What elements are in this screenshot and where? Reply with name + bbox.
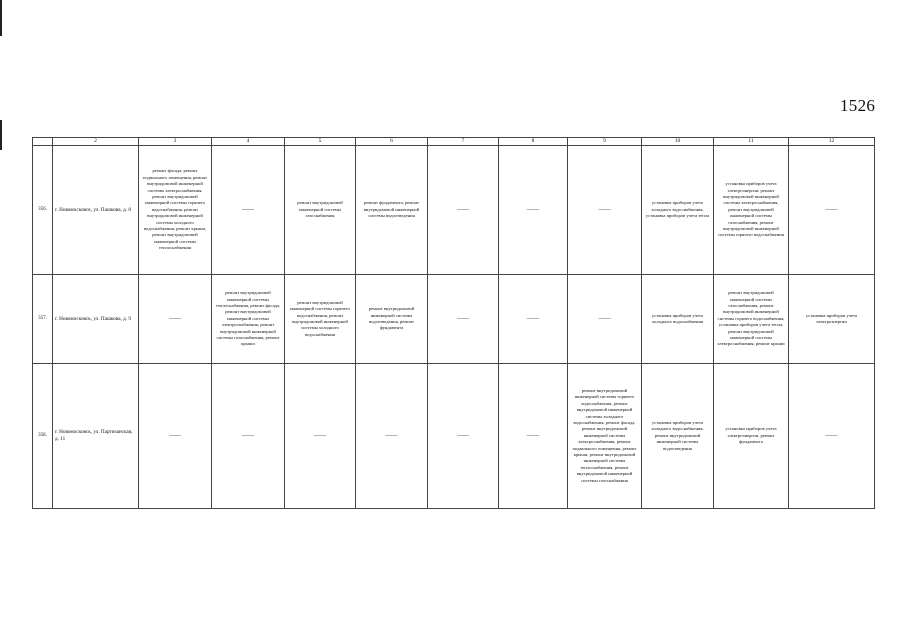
column-number: 4 <box>212 138 285 146</box>
dash-mark: —— <box>527 315 539 322</box>
empty-cell <box>499 146 568 275</box>
column-number <box>33 138 53 146</box>
dash-mark: —— <box>169 432 181 439</box>
table-row <box>33 364 875 509</box>
address-cell: г. Новомосковск, ул. Пашкова, д. 8 <box>53 146 139 275</box>
address-cell: г. Новомосковск, ул. Пашкова, д. 9 <box>53 275 139 364</box>
column-number-row <box>33 138 875 146</box>
row-number: 356. <box>33 146 53 275</box>
empty-cell <box>568 275 642 364</box>
dash-mark: —— <box>598 315 611 322</box>
work-cell: ремонт внутридомовой инженерной системы горячего водоснабжения, ремонт внутридомовой инженерной системы холодного водоснабжения, ремонт фасада, ремонт внутридомовой инженерной системы электроснабжения, ремонт подвального помещения, ремонт крыши, ремонт внутридомовой инженерной системы теплоснабжения, ремонт внутридомовой инженерной системы газоснабжения <box>568 364 642 509</box>
work-cell: установка приборов учета электроэнергии, ремонт фундамента <box>714 364 789 509</box>
address-cell: г. Новомосковск, ул. Партизанская, д. 11 <box>53 364 139 509</box>
work-cell: ремонт внутридомовой инженерной системы горячего водоснабжения, ремонт внутридомовой инженерной системы холодного водоснабжения <box>285 275 356 364</box>
empty-cell <box>212 146 285 275</box>
empty-cell <box>789 146 875 275</box>
column-number: 8 <box>499 138 568 146</box>
column-number: 10 <box>642 138 714 146</box>
dash-mark: —— <box>169 315 181 322</box>
empty-cell <box>285 364 356 509</box>
dash-mark: —— <box>527 432 539 439</box>
empty-cell <box>428 146 499 275</box>
column-number: 3 <box>139 138 212 146</box>
dash-mark: —— <box>457 206 469 213</box>
empty-cell <box>139 364 212 509</box>
work-cell: ремонт фундамента, ремонт внутридомовой инженерной системы водоотведения <box>356 146 428 275</box>
empty-cell <box>356 364 428 509</box>
work-cell: ремонт внутридомовой инженерной системы водоотведения, ремонт фундамента <box>356 275 428 364</box>
scan-edge-mark <box>0 120 2 150</box>
empty-cell <box>428 275 499 364</box>
repair-schedule-table <box>32 137 875 509</box>
work-cell: ремонт фасада, ремонт подвального помещения, ремонт внутридомовой инженерной системы электроснабжения, ремонт внутридомовой инженерной системы горячего водоснабжения, ремонт внутридомовой инженерной системы холодного водоснабжения, ремонт крыши, ремонт внутридомовой инженерной системы теплоснабжения <box>139 146 212 275</box>
column-number: 9 <box>568 138 642 146</box>
dash-mark: —— <box>385 432 398 439</box>
table-row <box>33 146 875 275</box>
dash-mark: —— <box>825 432 838 439</box>
page-number: 1526 <box>840 96 876 115</box>
work-cell: установка приборов учета холодного водоснабжения <box>642 275 714 364</box>
row-number: 358. <box>33 364 53 509</box>
dash-mark: —— <box>457 432 469 439</box>
work-cell: установка приборов учета холодного водоснабжения, ремонт внутридомовой инженерной системы водоотведения <box>642 364 714 509</box>
dash-mark: —— <box>598 206 611 213</box>
scan-edge-mark <box>0 0 2 36</box>
work-cell: ремонт внутридомовой инженерной системы газоснабжения <box>285 146 356 275</box>
empty-cell <box>139 275 212 364</box>
work-cell: установка приборов учета холодного водоснабжения, установка приборов учета тепла <box>642 146 714 275</box>
empty-cell <box>568 146 642 275</box>
dash-mark: —— <box>314 432 326 439</box>
column-number: 5 <box>285 138 356 146</box>
empty-cell <box>499 275 568 364</box>
empty-cell <box>428 364 499 509</box>
column-number: 7 <box>428 138 499 146</box>
empty-cell <box>789 364 875 509</box>
work-cell: ремонт внутридомовой инженерной системы теплоснабжения, ремонт фасада, ремонт внутридомовой инженерной системы электроснабжения, ремонт внутридомовой инженерной системы газоснабжения, ремонт крыши <box>212 275 285 364</box>
work-cell: ремонт внутридомовой инженерной системы газоснабжения, ремонт внутридомовой инженерной системы горячего водоснабжения, установка приборов учета тепла, ремонт внутридомовой инженерной системы электроснабжения, ремонт крыши <box>714 275 789 364</box>
column-number: 11 <box>714 138 789 146</box>
work-cell: установка приборов учета электроэнергии, ремонт внутридомовой инженерной системы электроснабжения, ремонт внутридомовой инженерной системы газоснабжения, ремонт внутридомовой инженерной системы горячего водоснабжения <box>714 146 789 275</box>
dash-mark: —— <box>242 206 254 213</box>
row-number: 357. <box>33 275 53 364</box>
dash-mark: —— <box>242 432 254 439</box>
empty-cell <box>499 364 568 509</box>
empty-cell <box>212 364 285 509</box>
table-row <box>33 275 875 364</box>
dash-mark: —— <box>457 315 469 322</box>
column-number: 2 <box>53 138 139 146</box>
column-number: 12 <box>789 138 875 146</box>
dash-mark: —— <box>527 206 539 213</box>
column-number: 6 <box>356 138 428 146</box>
work-cell: установка приборов учета электроэнергии <box>789 275 875 364</box>
dash-mark: —— <box>825 206 838 213</box>
